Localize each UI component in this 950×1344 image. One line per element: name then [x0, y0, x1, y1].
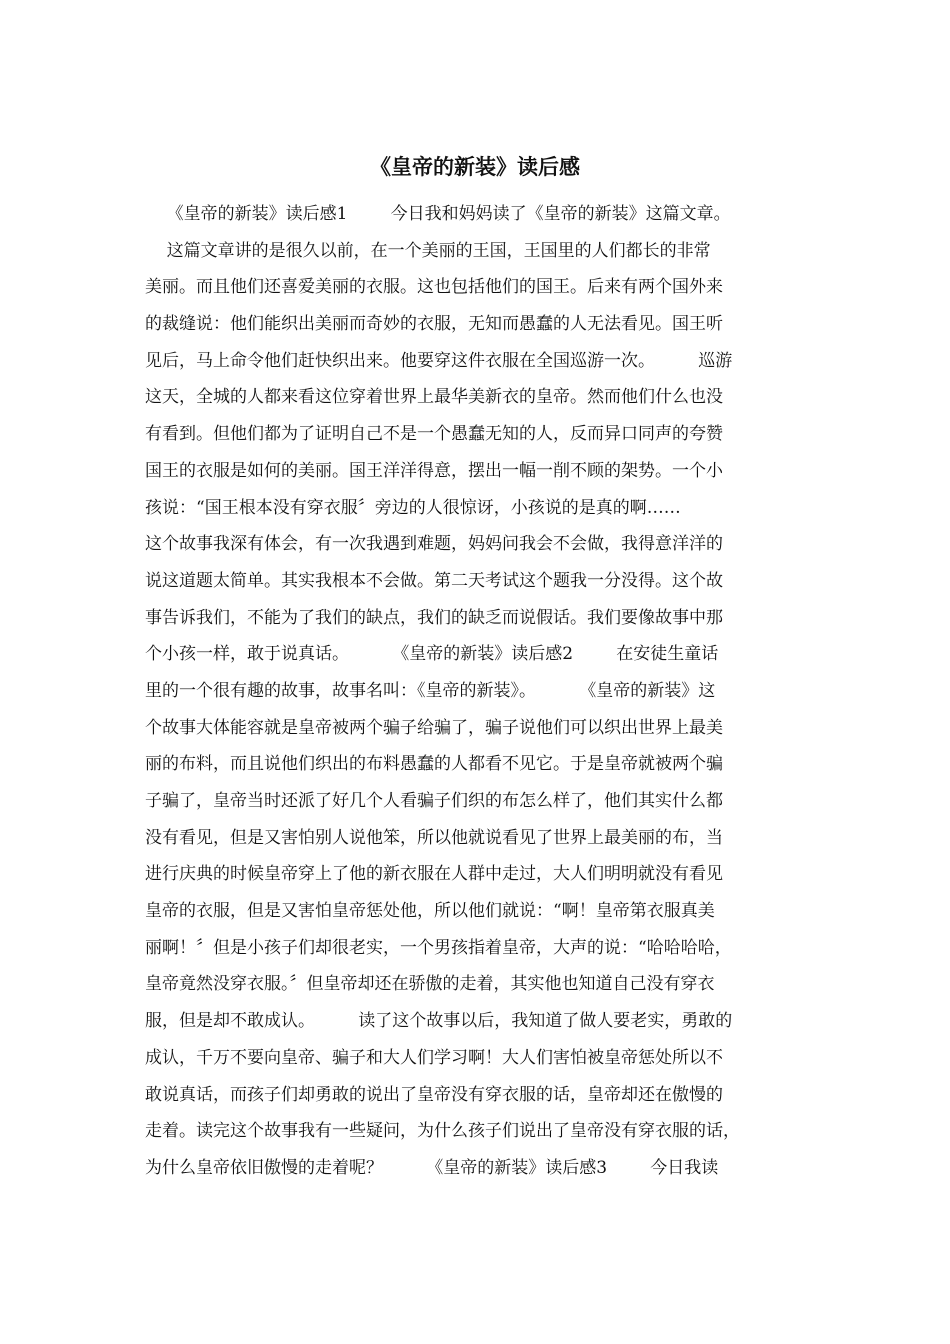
body-line: 个小孩一样，敢于说真话。 《皇帝的新装》读后感2 在安徒生童话 [145, 644, 719, 665]
body-line: 这个故事我深有体会，有一次我遇到难题，妈妈问我会不会做，我得意洋洋的 [145, 534, 723, 555]
body-line: 皇帝竟然没穿衣服。〞但皇帝却还在骄傲的走着，其实他也知道自己没有穿衣 [145, 974, 715, 995]
document-title: 《皇帝的新装》读后感 [370, 155, 580, 179]
body-line: 没有看见，但是又害怕别人说他笨，所以他就说看见了世界上最美丽的布，当 [145, 827, 723, 848]
body-line: 走着。读完这个故事我有一些疑问，为什么孩子们说出了皇帝没有穿衣服的话， [145, 1121, 740, 1142]
body-line: 丽的布料，而且说他们织出的布料愚蠢的人都看不见它。于是皇帝就被两个骗 [145, 754, 723, 775]
body-line: 个故事大体能容就是皇帝被两个骗子给骗了，骗子说他们可以织出世界上最美 [145, 717, 723, 738]
body-line: 皇帝的衣服，但是又害怕皇帝惩处他，所以他们就说：“啊！皇帝第衣服真美 [145, 901, 715, 922]
body-line: 的裁缝说：他们能织出美丽而奇妙的衣服，无知而愚蠢的人无法看见。国王听 [145, 314, 723, 335]
body-line: 这篇文章讲的是很久以前，在一个美丽的王国，王国里的人们都长的非常 [145, 240, 711, 261]
body-line: 孩说：“国王根本没有穿衣服〞旁边的人很惊讶，小孩说的是真的啊…… [145, 497, 681, 518]
body-line: 为什么皇帝依旧傲慢的走着呢？ 《皇帝的新装》读后感3 今日我读 [145, 1157, 719, 1178]
body-line: 丽啊！〞但是小孩子们却很老实，一个男孩指着皇帝，大声的说：“哈哈哈哈， [145, 937, 732, 958]
document-body [145, 196, 825, 1187]
body-line: 成认，千万不要向皇帝、骗子和大人们学习啊！大人们害怕被皇帝惩处所以不 [145, 1047, 723, 1068]
body-line: 里的一个很有趣的故事，故事名叫：《皇帝的新装》。 《皇帝的新装》这 [145, 680, 716, 701]
body-line: 国王的衣服是如何的美丽。国王洋洋得意，摆出一幅一削不顾的架势。一个小 [145, 460, 723, 481]
body-line: 美丽。而且他们还喜爱美丽的衣服。这也包括他们的国王。后来有两个国外来 [145, 277, 723, 298]
body-line: 这天，全城的人都来看这位穿着世界上最华美新衣的皇帝。然而他们什么也没 [145, 387, 723, 408]
body-line: 说这道题太简单。其实我根本不会做。第二天考试这个题我一分没得。这个故 [145, 570, 723, 591]
body-line: 见后，马上命令他们赶快织出来。他要穿这件衣服在全国巡游一次。 巡游 [145, 350, 733, 371]
body-line: 《皇帝的新装》读后感1 今日我和妈妈读了《皇帝的新装》这篇文章。 [145, 204, 731, 224]
body-line: 服，但是却不敢成认。 读了这个故事以后，我知道了做人要老实，勇敢的 [145, 1011, 733, 1032]
body-line: 子骗了，皇帝当时还派了好几个人看骗子们织的布怎么样了，他们其实什么都 [145, 791, 723, 811]
body-line: 有看到。但他们都为了证明自己不是一个愚蠢无知的人，反而异口同声的夸赞 [145, 424, 723, 445]
body-line: 进行庆典的时候皇帝穿上了他的新衣服在人群中走过，大人们明明就没有看见 [145, 864, 723, 885]
body-line: 敢说真话，而孩子们却勇敢的说出了皇帝没有穿衣服的话，皇帝却还在傲慢的 [145, 1084, 723, 1105]
body-line: 事告诉我们，不能为了我们的缺点，我们的缺乏而说假话。我们要像故事中那 [145, 607, 723, 628]
